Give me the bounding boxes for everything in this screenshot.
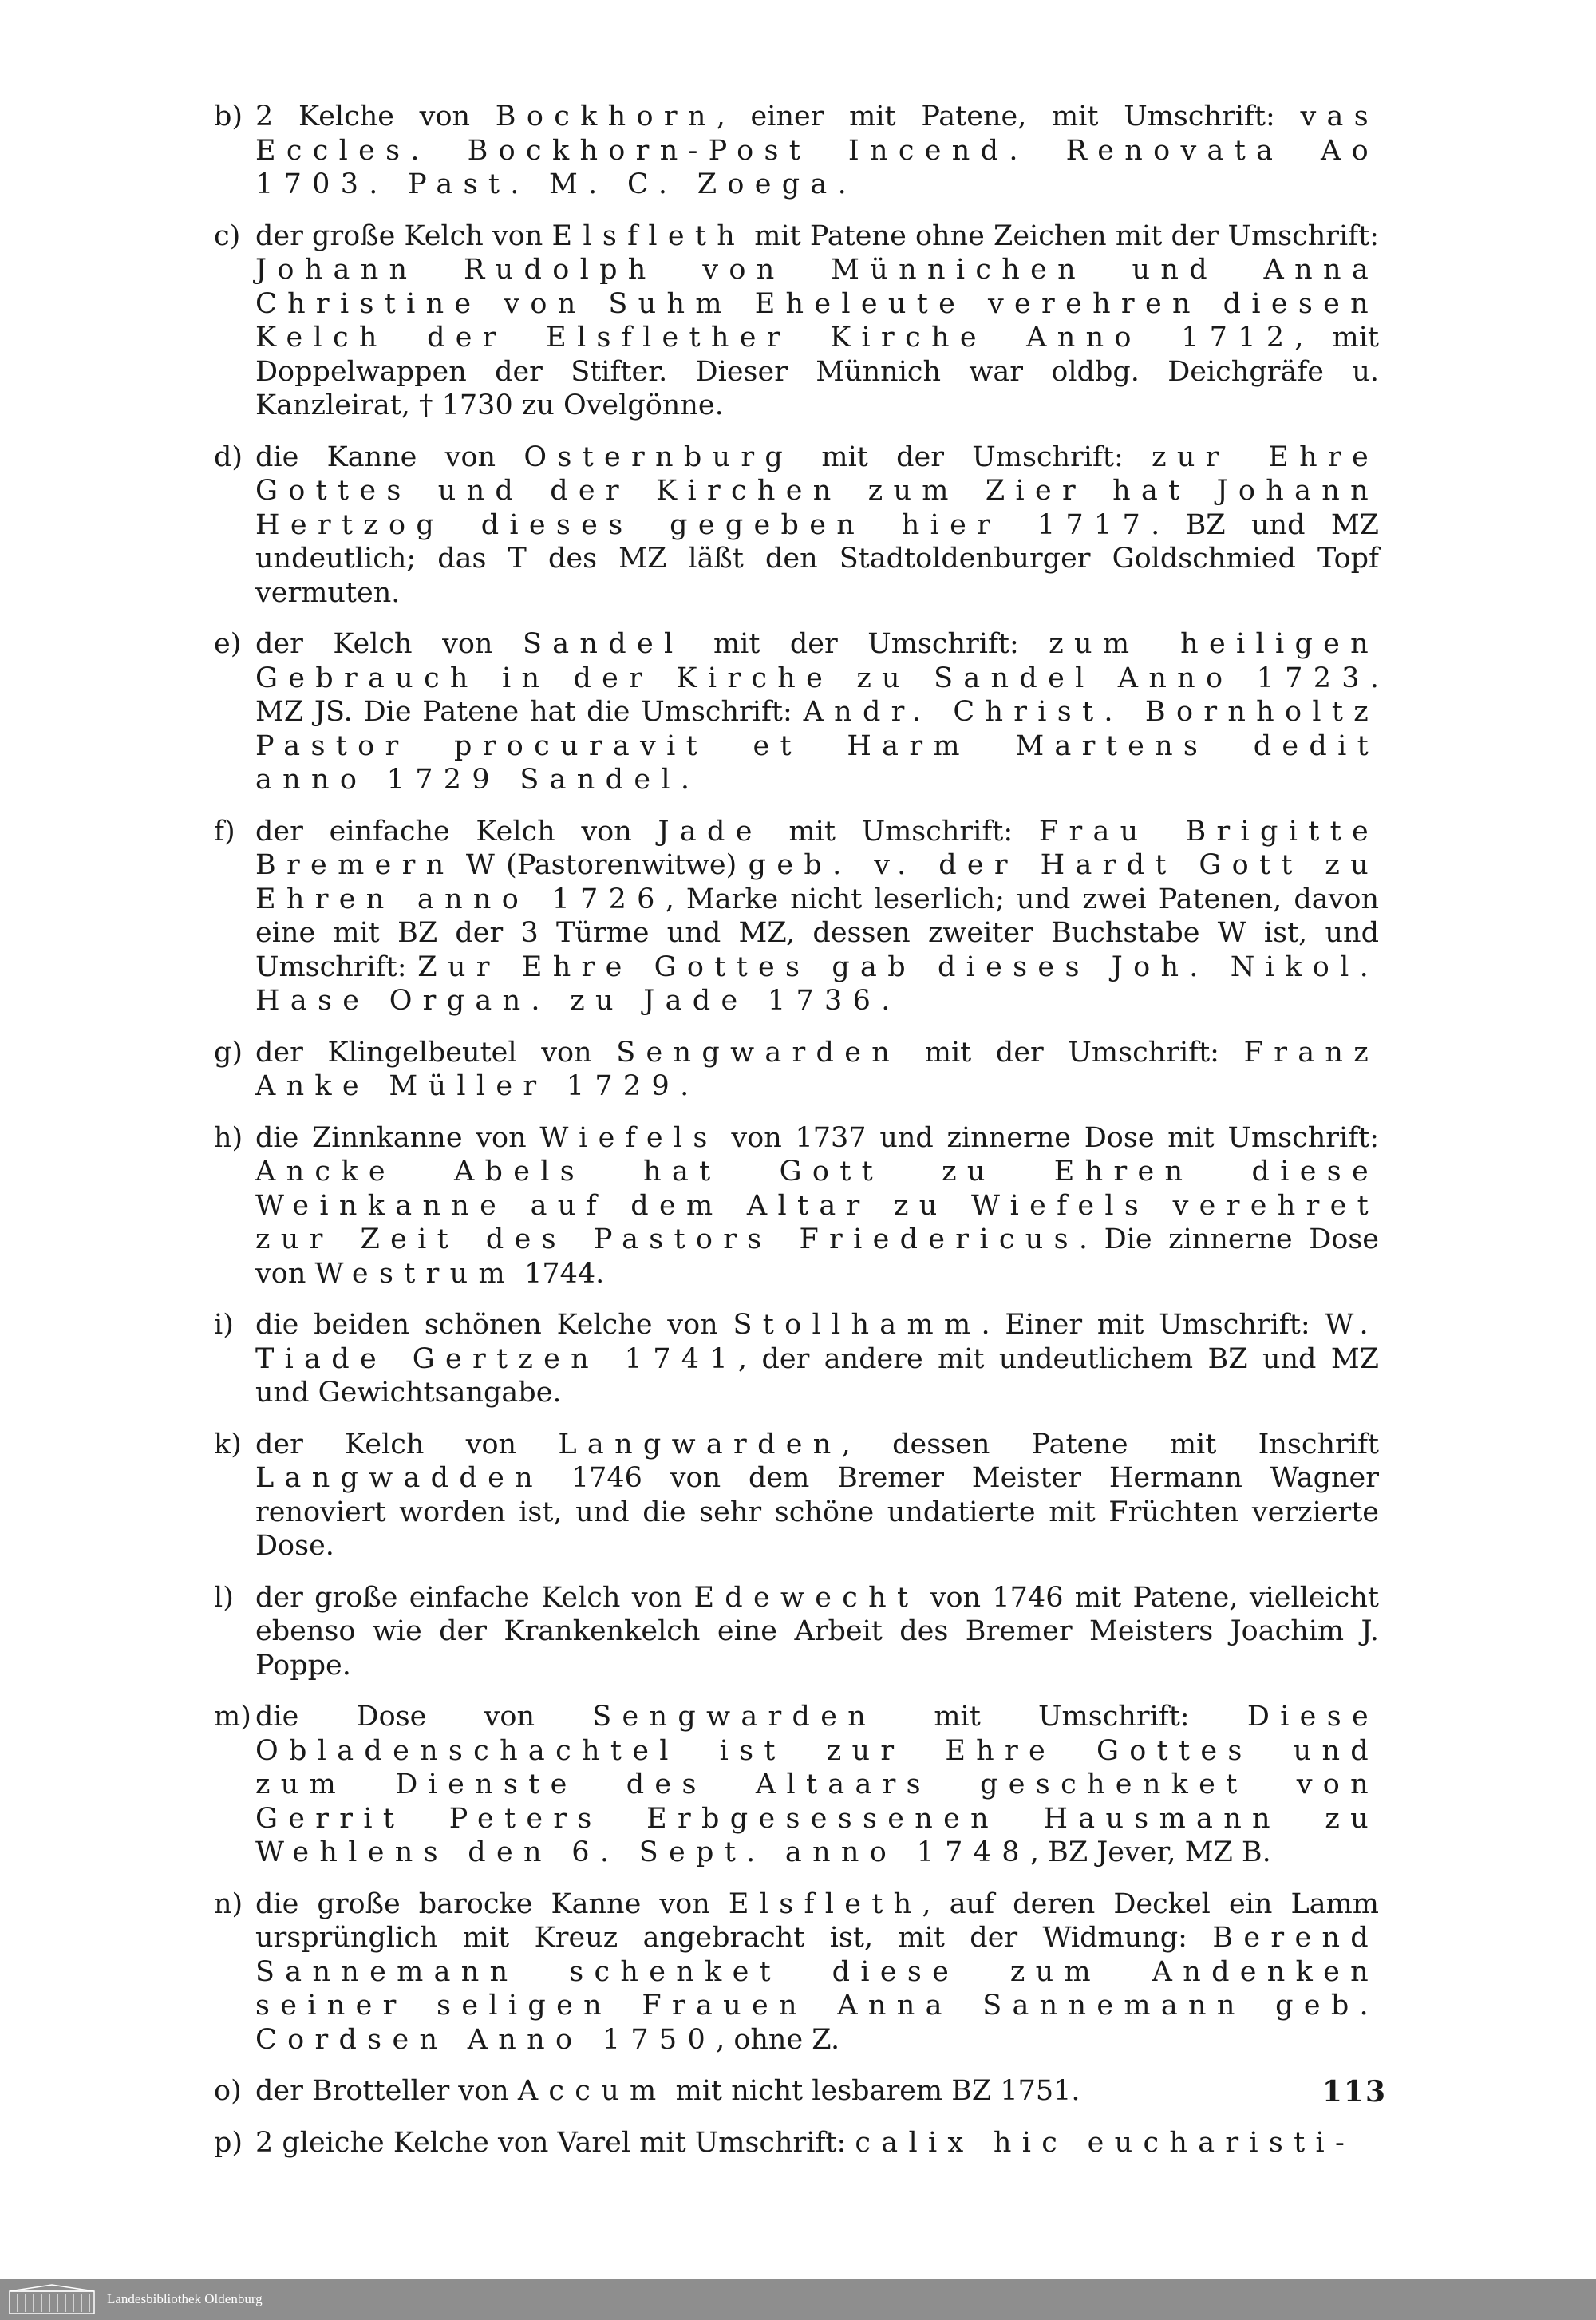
text-run: , dessen Patene mit Inschrift [841, 1428, 1379, 1460]
text-run: , auf deren Deckel ein Lamm ursprünglich mit Kreuz angebracht ist, mit der Widmung: [255, 1887, 1379, 1954]
spaced-inscription: Frau Brigitte Bremern [255, 815, 1379, 881]
text-run: mit der Umschrift: [793, 441, 1152, 473]
text-run: der große Kelch von [255, 219, 552, 252]
list-item-label: e) [214, 628, 242, 660]
list-item-text [255, 1308, 1379, 1410]
list-item-label: l) [214, 1581, 234, 1614]
list-item [214, 1036, 1379, 1104]
list-item-label: b) [214, 101, 243, 132]
text-run: . [680, 1070, 689, 1102]
spaced-inscription: W. Tiade Gertzen 1741 [255, 1309, 1379, 1375]
spaced-inscription: Osternburg [523, 441, 794, 473]
spaced-inscription: Edewecht [693, 1581, 919, 1614]
list-item-text [255, 2126, 1379, 2160]
text-run: 2 gleiche Kelche von Varel mit Umschrift: [255, 2126, 855, 2159]
spaced-inscription: Jade [658, 815, 763, 848]
list-item-label: f) [214, 815, 235, 848]
text-run: . BZ und MZ undeutlich; das T des MZ läßt den Stadtoldenburger Goldschmied Topf vermuten. [255, 508, 1379, 609]
spaced-inscription: Diese Obladenschachtel ist zur Ehre Gottes und zum Dienste des Altaars geschenket von Gerrit Peters Erbgesessenen Hausmann zu Wehlens den 6. Sept. anno 1748 [255, 1701, 1379, 1868]
spaced-inscription: Elsfleth [551, 219, 746, 252]
text-run: der Klingelbeutel von [255, 1036, 617, 1069]
list-item-text [255, 1036, 1379, 1104]
text-run: von 1746 mit Patene, vielleicht ebenso wie der Krankenkelch eine Arbeit des Bremer Meisters Joachim J. Poppe. [255, 1581, 1379, 1682]
text-run: 1746 von dem Bremer Meister Hermann Wagner renoviert worden ist, und die sehr schöne undatierte mit Früchten verzierte Dose. [255, 1462, 1379, 1562]
text-run: der Kelch von [255, 1428, 559, 1460]
list-item [214, 815, 1379, 1018]
spaced-inscription: Johann Rudolph von Münnichen und Anna Christine von Suhm Eheleute verehren diesen Kelch der Elsflether Kirche Anno 1712 [255, 254, 1379, 354]
spaced-inscription: Bockhorn [495, 101, 717, 132]
spaced-inscription: Ancke Abels hat Gott zu Ehren diese Weinkanne auf dem Altar zu Wiefels verehret zur Zeit des Pastors Friedericus [255, 1156, 1379, 1255]
list-item-label: i) [214, 1309, 234, 1341]
text-run: . Einer mit Umschrift: [981, 1309, 1325, 1341]
list-item [214, 1428, 1379, 1563]
text-run: , Marke nicht leserlich; und zwei Patenen, davon eine mit BZ der 3 Türme und MZ, dessen zweiter Buchstabe W ist, und Umschrift: [255, 883, 1379, 983]
spaced-inscription: Franz Anke Müller 1729 [255, 1036, 1379, 1102]
list-item-text [255, 1700, 1379, 1870]
spaced-inscription: Berend Sannemann schenket diese zum Andenken seiner seligen Frauen Anna Sannemann geb. Cordsen Anno 1750 [255, 1922, 1379, 2056]
text-run: , ohne Z. [716, 2023, 840, 2056]
document-body [214, 100, 1379, 2177]
list-item [214, 1581, 1379, 1683]
spaced-inscription: Sengwarden [616, 1036, 901, 1069]
list-item [214, 2074, 1379, 2109]
spaced-inscription: Elsfleth [728, 1887, 922, 1920]
list-item-text [255, 1887, 1379, 2057]
text-run: mit Umschrift: [876, 1701, 1247, 1733]
list-item-text [255, 1121, 1379, 1291]
spaced-inscription: Westrum [314, 1257, 516, 1290]
list-item-text [255, 441, 1379, 611]
list-item [214, 1700, 1379, 1870]
spaced-inscription: calix hic eucharisti- [855, 2126, 1356, 2159]
list-item-text [255, 815, 1379, 1018]
text-run: , der andere mit undeutlichem BZ und MZ und Gewichtsangabe. [255, 1342, 1379, 1409]
text-run: der einfache Kelch von [255, 815, 658, 848]
text-run: . MZ JS. Die Patene hat die Umschrift: [255, 662, 1379, 728]
spaced-inscription: Langwadden [255, 1462, 543, 1494]
text-run: , BZ Jever, MZ B. [1029, 1836, 1271, 1868]
list-item-text [255, 627, 1379, 797]
spaced-inscription: Wiefels [539, 1121, 718, 1154]
list-item [214, 1887, 1379, 2057]
text-run: mit der Umschrift: [900, 1036, 1244, 1069]
spaced-inscription: zur Ehre Gottes und der Kirchen zum Zier hat Johann Hertzog dieses gegeben hier 1717 [255, 441, 1380, 541]
text-run: die Kanne von [255, 441, 524, 473]
spaced-inscription: vas Eccles. Bockhorn-Post Incend. Renovata Ao 1703. Past. M. C. Zoega [255, 101, 1379, 200]
list-item-label: d) [214, 441, 243, 473]
text-run: der Kelch von [255, 628, 523, 660]
list-item-label: g) [214, 1036, 243, 1069]
spaced-inscription: Sengwarden [592, 1701, 877, 1733]
spaced-inscription: Andr. Christ. Bornholtz Pastor procuravit et Harm Martens dedit anno 1729 Sandel [255, 696, 1379, 796]
footer-library-name: Landesbibliothek Oldenburg [107, 2291, 263, 2306]
list-item [214, 2126, 1379, 2160]
spaced-inscription: Langwarden [558, 1428, 842, 1460]
text-run: der große einfache Kelch von [255, 1581, 694, 1614]
text-run: , einer mit Patene, mit Umschrift: [716, 101, 1301, 132]
text-run: , mit Doppelwappen der Stifter. Dieser Münnich war oldbg. Deichgräfe u. Kanzleirat, † 1730 zu Ovelgönne. [255, 322, 1379, 421]
list-item-text [255, 100, 1379, 202]
text-run: mit nicht lesbarem BZ 1751. [666, 2075, 1080, 2107]
list-item-label: k) [214, 1428, 242, 1460]
text-run: mit Patene ohne Zeichen mit der Umschrift: [745, 219, 1379, 252]
list-item-text [255, 1581, 1379, 1683]
text-run: 2 Kelche von [255, 101, 496, 132]
list-item [214, 1121, 1379, 1291]
text-run: die beiden schönen Kelche von [255, 1309, 733, 1341]
text-run: W (Pastorenwitwe) [454, 849, 749, 881]
text-run: die Dose von [255, 1701, 593, 1733]
spaced-inscription: Zur Ehre Gottes gab dieses Joh. Nikol. Hase Organ. zu Jade 1736 [255, 951, 1379, 1017]
list-item-text [255, 219, 1379, 423]
page-number: 113 [1321, 2075, 1387, 2109]
text-run: . Die zinnerne Dose von [255, 1223, 1379, 1290]
footer-bar [0, 2279, 1596, 2320]
text-run: mit Umschrift: [762, 815, 1039, 848]
list-item-label: c) [214, 219, 241, 252]
spaced-inscription: zum heiligen Gebrauch in der Kirche zu Sandel Anno 1723 [255, 628, 1380, 694]
spaced-inscription: Stollhamm [733, 1309, 982, 1341]
spaced-inscription: Sandel [522, 628, 684, 660]
spaced-inscription: Accum [517, 2075, 667, 2107]
list-item-text [255, 2074, 1379, 2109]
list-item-label: m) [214, 1701, 251, 1733]
text-run: die große barocke Kanne von [255, 1887, 729, 1920]
text-run: . [680, 764, 689, 796]
text-run: mit der Umschrift: [683, 628, 1049, 660]
text-run: von 1737 und zinnerne Dose mit Umschrift: [717, 1121, 1379, 1154]
text-run: der Brotteller von [255, 2075, 518, 2107]
list-item [214, 219, 1379, 423]
list-item-text [255, 1428, 1379, 1563]
list-item-label: p) [214, 2126, 243, 2159]
text-run: . [837, 168, 847, 200]
spaced-inscription: geb. v. der Hardt Gott zu Ehren anno 1726 [255, 849, 1379, 915]
list-item-label: o) [214, 2075, 242, 2107]
list-item-label: n) [214, 1887, 243, 1920]
library-building-icon [8, 2283, 96, 2315]
list-item [214, 441, 1379, 611]
list-item [214, 1308, 1379, 1410]
text-run: . [881, 985, 891, 1017]
list-item-label: h) [214, 1121, 243, 1154]
list-item [214, 627, 1379, 797]
list-item [214, 100, 1379, 202]
text-run: die Zinnkanne von [255, 1121, 540, 1154]
text-run: 1744. [515, 1257, 605, 1290]
